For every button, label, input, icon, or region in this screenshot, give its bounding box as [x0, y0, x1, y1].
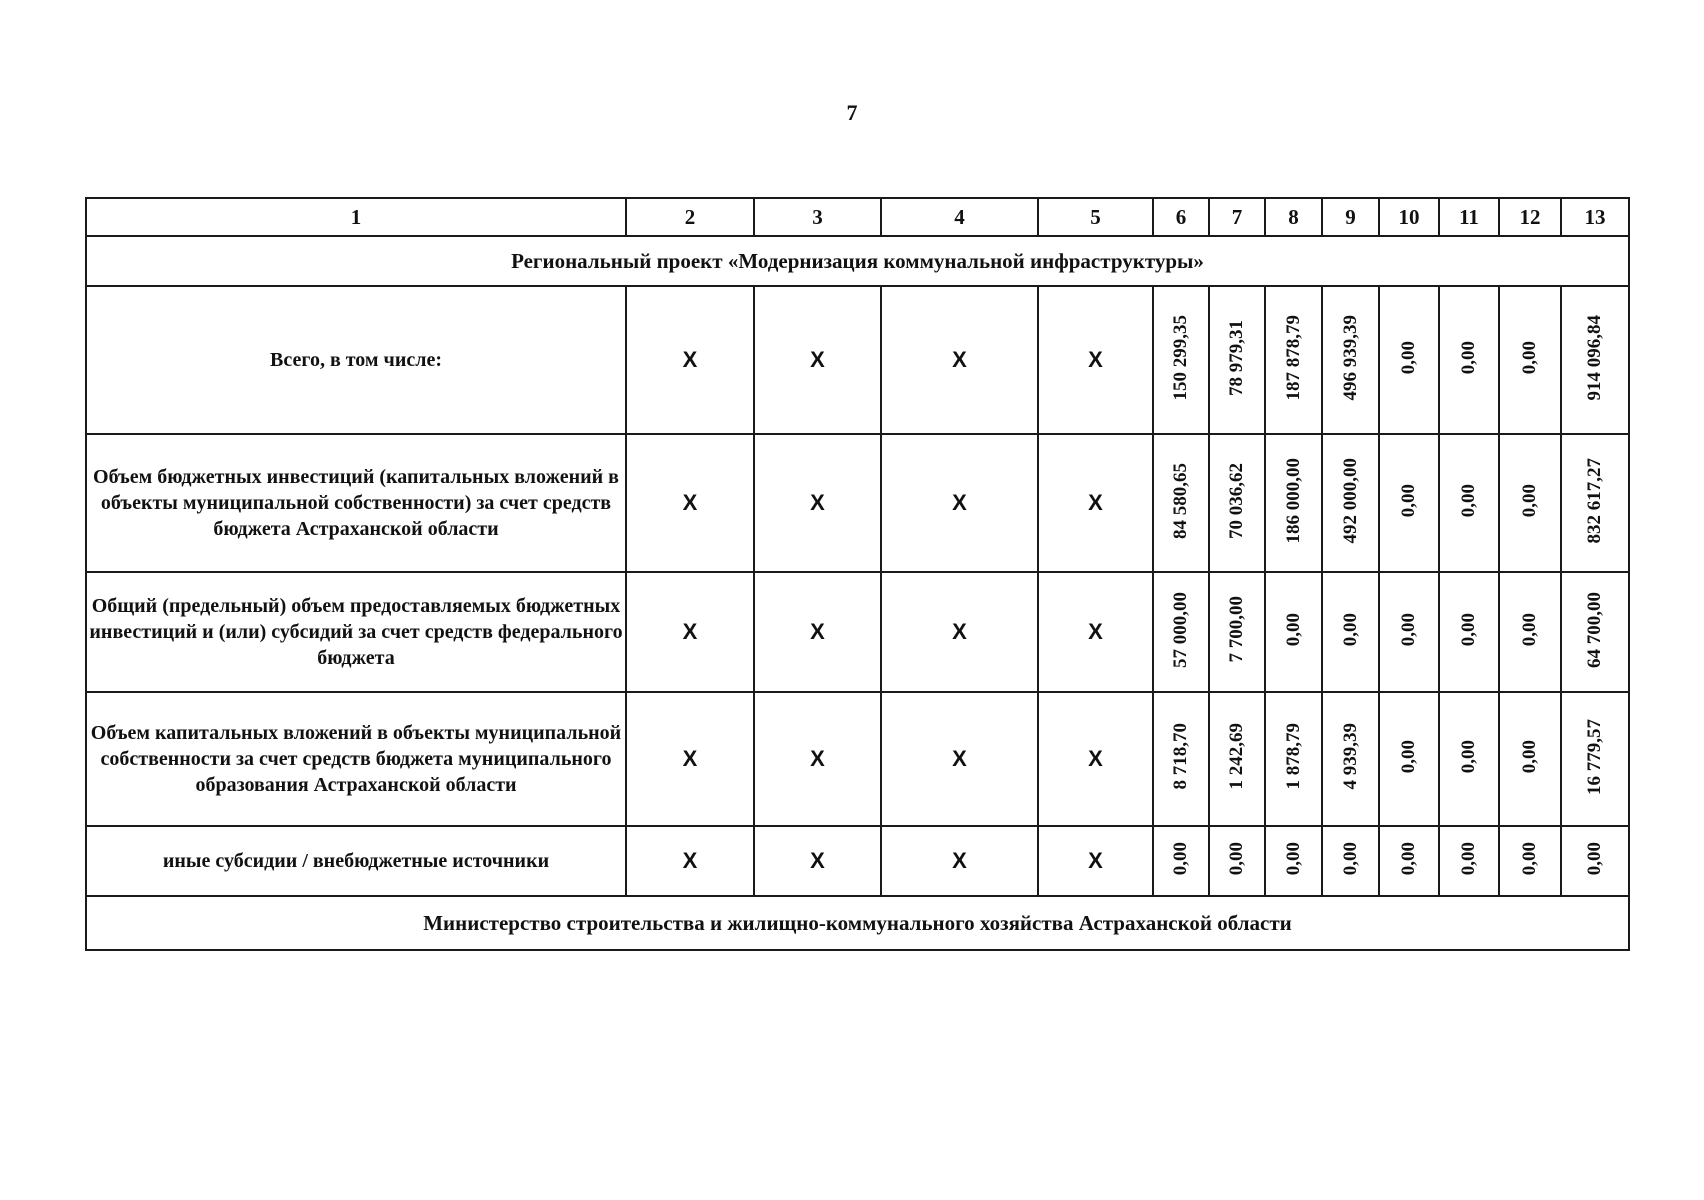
amount-cell: 0,00	[1398, 841, 1419, 876]
amount-cell: 0,00	[1398, 483, 1419, 518]
column-header: 5	[1038, 198, 1153, 236]
amount-cell: 0,00	[1458, 739, 1479, 774]
budget-table	[85, 197, 1630, 951]
column-header: 2	[626, 198, 754, 236]
amount-cell: 0,00	[1458, 340, 1479, 375]
column-number-row	[86, 198, 1629, 236]
x-mark: Х	[881, 572, 1038, 692]
row-label: Общий (предельный) объем предоставляемых бюджетных инвестиций и (или) субсидий за счет средств федерального бюджета	[86, 572, 626, 692]
x-mark: Х	[1038, 286, 1153, 434]
amount-cell: 0,00	[1519, 340, 1540, 375]
column-header: 6	[1153, 198, 1209, 236]
x-mark: Х	[1038, 434, 1153, 572]
column-header: 7	[1209, 198, 1265, 236]
x-mark: Х	[754, 572, 881, 692]
amount-cell: 914 096,84	[1584, 314, 1605, 401]
column-header: 13	[1561, 198, 1629, 236]
table-row	[86, 826, 1629, 896]
amount-cell: 1 242,69	[1226, 723, 1247, 790]
amount-cell: 0,00	[1519, 739, 1540, 774]
column-header: 3	[754, 198, 881, 236]
x-mark: Х	[626, 572, 754, 692]
amount-cell: 16 779,57	[1584, 718, 1605, 795]
amount-cell: 186 000,00	[1282, 457, 1304, 544]
column-header: 10	[1379, 198, 1439, 236]
amount-cell: 0,00	[1458, 841, 1479, 876]
x-mark: Х	[881, 434, 1038, 572]
table-row	[86, 434, 1629, 572]
amount-cell: 0,00	[1398, 612, 1419, 647]
amount-cell: 0,00	[1398, 739, 1419, 774]
amount-cell: 7 700,00	[1226, 596, 1247, 663]
amount-cell: 0,00	[1282, 612, 1304, 647]
amount-cell: 57 000,00	[1170, 591, 1191, 668]
table-row	[86, 692, 1629, 826]
column-header: 12	[1499, 198, 1561, 236]
x-mark: Х	[754, 692, 881, 826]
amount-cell: 0,00	[1519, 612, 1540, 647]
x-mark: Х	[881, 692, 1038, 826]
page-number: 7	[846, 100, 858, 125]
column-header: 8	[1265, 198, 1322, 236]
column-header: 1	[86, 198, 626, 236]
x-mark: Х	[626, 286, 754, 434]
amount-cell: 70 036,62	[1226, 462, 1247, 539]
x-mark: Х	[626, 826, 754, 896]
row-label: Всего, в том числе:	[86, 286, 626, 434]
column-header: 9	[1322, 198, 1379, 236]
row-label: Объем капитальных вложений в объекты муниципальной собственности за счет средств бюджета муниципального образования Астраханской области	[86, 692, 626, 826]
x-mark: Х	[1038, 826, 1153, 896]
amount-cell: 84 580,65	[1170, 462, 1191, 539]
footer-title-row	[86, 896, 1629, 950]
x-mark: Х	[754, 826, 881, 896]
section-title: Региональный проект «Модернизация коммунальной инфраструктуры»	[86, 236, 1629, 286]
amount-cell: 0,00	[1519, 483, 1540, 518]
amount-cell: 1 878,79	[1282, 723, 1304, 790]
row-label: иные субсидии / внебюджетные источники	[86, 826, 626, 896]
column-header: 11	[1439, 198, 1499, 236]
section-title-row	[86, 236, 1629, 286]
x-mark: Х	[881, 826, 1038, 896]
amount-cell: 187 878,79	[1282, 314, 1304, 401]
amount-cell: 0,00	[1398, 340, 1419, 375]
table-row	[86, 572, 1629, 692]
x-mark: Х	[754, 286, 881, 434]
x-mark: Х	[626, 692, 754, 826]
x-mark: Х	[754, 434, 881, 572]
amount-cell: 64 700,00	[1584, 591, 1605, 668]
x-mark: Х	[881, 286, 1038, 434]
amount-cell: 832 617,27	[1584, 457, 1605, 544]
amount-cell: 0,00	[1458, 612, 1479, 647]
x-mark: Х	[626, 434, 754, 572]
amount-cell: 0,00	[1339, 841, 1361, 876]
amount-cell: 0,00	[1282, 841, 1304, 876]
amount-cell: 8 718,70	[1170, 723, 1191, 790]
amount-cell: 150 299,35	[1170, 314, 1191, 401]
x-mark: Х	[1038, 572, 1153, 692]
amount-cell: 496 939,39	[1339, 314, 1361, 401]
amount-cell: 0,00	[1339, 612, 1361, 647]
amount-cell: 0,00	[1519, 841, 1540, 876]
column-header: 4	[881, 198, 1038, 236]
amount-cell: 0,00	[1584, 841, 1605, 876]
amount-cell: 0,00	[1170, 841, 1191, 876]
x-mark: Х	[1038, 692, 1153, 826]
table-row	[86, 286, 1629, 434]
ministry-title: Министерство строительства и жилищно-коммунального хозяйства Астраханской области	[86, 896, 1629, 950]
amount-cell: 492 000,00	[1339, 457, 1361, 544]
amount-cell: 0,00	[1458, 483, 1479, 518]
row-label: Объем бюджетных инвестиций (капитальных вложений в объекты муниципальной собственности) за счет средств бюджета Астраханской области	[86, 434, 626, 572]
amount-cell: 78 979,31	[1226, 319, 1247, 396]
amount-cell: 0,00	[1226, 841, 1247, 876]
amount-cell: 4 939,39	[1339, 723, 1361, 790]
